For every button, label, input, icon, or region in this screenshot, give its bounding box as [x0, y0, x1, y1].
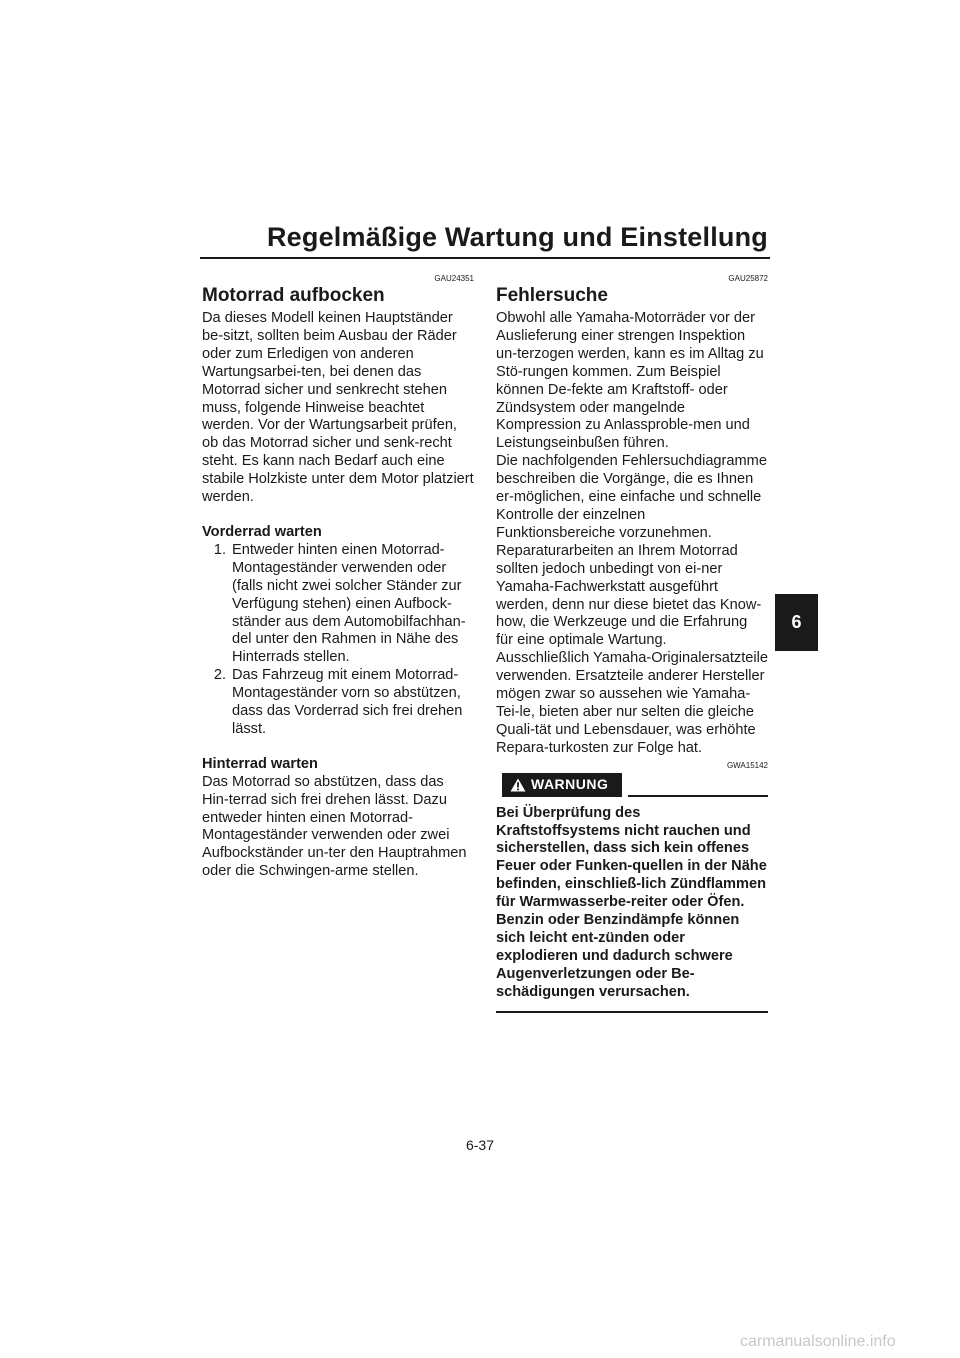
rear-wheel-paragraph: Das Motorrad so abstützen, dass das Hin-terrad sich frei drehen lässt. Dazu entweder hinten einen Motorrad-Montageständer verwenden oder zwei Aufbockständer un-ter den Hauptrahmen oder die Schwingen-arme stellen. — [202, 773, 467, 880]
intro-paragraph: Da dieses Modell keinen Hauptständer be-sitzt, sollten beim Ausbau der Räder oder zum Erledigen von anderen Wartungsarbei-ten, bei denen das Motorrad sicher und senkrecht stehen muss, folgende Hinweise beachtet werden. Vor der Wartungsarbeit prüfen, ob das Motorrad sicher und senk-recht steht. Es kann nach Bedarf auch eine stabile Holzkiste unter dem Motor platziert werden. — [202, 310, 474, 506]
step-text: Entweder hinten einen Motorrad-Montageständer verwenden oder (falls nicht zwei solcher Ständer zur Verfügung stehen) einen Aufbock-ständer aus dem Automobilfachhan-del unter den Rahmen in Nähe des Hinterrads stellen. — [232, 541, 466, 666]
section-code: GAU25872 — [728, 274, 768, 283]
front-wheel-heading: Vorderrad warten — [202, 523, 322, 540]
warning-header — [496, 773, 768, 803]
warning-text: Bei Überprüfung des Kraftstoffsystems nicht rauchen und sicherstellen, dass sich kein offenes Feuer oder Funken-quellen in der Nähe befinden, einschließ-lich Zündflammen für Warmwasserbe-reiter oder Öfen. Benzin oder Benzindämpfe können sich leicht ent-zünden oder explodieren und dadurch schwere Augenverletzungen oder Be-schädigungen verursachen. — [496, 804, 767, 1000]
troubleshooting-paragraph-1: Obwohl alle Yamaha-Motorräder vor der Auslieferung einer strengen Inspektion un-terzogen werden, kann es im Alltag zu Stö-rungen kommen. Zum Beispiel können De-fekte am Kraftstoff- oder Zündsystem oder mangelnde Kompression zu Anlassproble-men und Leistungseinbußen führen. — [496, 310, 764, 452]
step-text: Das Fahrzeug mit einem Motorrad-Montageständer vorn so abstützen, dass das Vorderrad sich frei drehen lässt. — [232, 667, 463, 737]
warning-rule — [628, 795, 768, 797]
step-number: 1. — [213, 541, 226, 558]
warning-bottom-rule — [496, 1011, 768, 1013]
chapter-tab: 6 — [775, 594, 818, 651]
troubleshooting-paragraph-3: Ausschließlich Yamaha-Originalersatzteile verwenden. Ersatzteile anderer Hersteller mögen zwar so aussehen wie Yamaha-Tei-le, bieten aber nur selten die gleiche Quali-tät und Lebensdauer, was erhöhte Repara-turkosten zur Folge hat. — [496, 650, 768, 756]
section-code: GAU24351 — [434, 274, 474, 283]
section-heading-fehlersuche: Fehlersuche — [496, 285, 608, 306]
warning-code: GWA15142 — [726, 760, 768, 770]
list-item — [202, 667, 474, 739]
left-column — [202, 274, 474, 881]
section-heading-aufbocken: Motorrad aufbocken — [202, 285, 385, 306]
warning-triangle-icon — [510, 778, 526, 792]
warning-badge — [502, 773, 622, 797]
title-rule — [200, 257, 770, 259]
watermark: carmanualsonline.info — [740, 1333, 896, 1350]
page-number: 6-37 — [465, 1137, 495, 1153]
list-item — [202, 542, 474, 667]
warning-label: WARNUNG — [531, 775, 609, 792]
page-title: Regelmäßige Wartung und Einstellung — [266, 222, 768, 252]
step-number: 2. — [213, 667, 226, 684]
troubleshooting-paragraph-2: Die nachfolgenden Fehlersuchdiagramme beschreiben die Vorgänge, die es Ihnen er-möglichen, eine einfache und schnelle Kontrolle der einzelnen Funktionsbereiche vorzunehmen. Reparaturarbeiten an Ihrem Motorrad sollten jedoch unbedingt von ei-ner Yamaha-Fachwerkstatt ausgeführt werden, denn nur diese bietet das Know-how, die Werkzeuge und die Erfahrung für eine optimale Wartung. — [496, 453, 767, 649]
right-column — [496, 274, 768, 1013]
rear-wheel-heading: Hinterrad warten — [202, 755, 318, 772]
front-wheel-steps — [202, 542, 474, 739]
